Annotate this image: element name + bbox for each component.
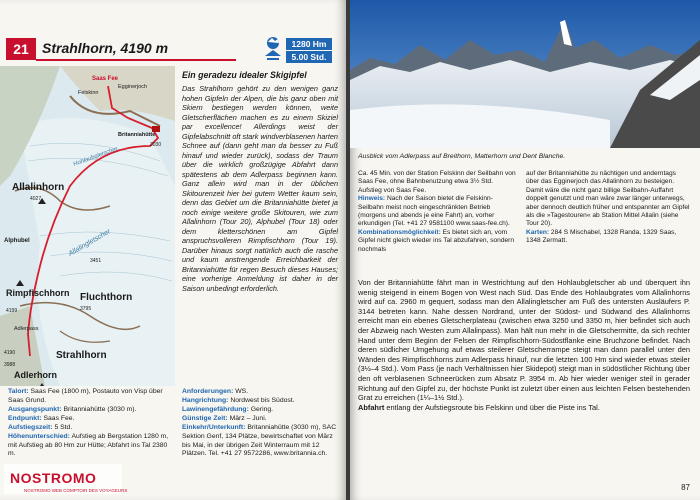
info-karten: Karten: 284 S Mischabel, 1328 Randa, 1329 Saas, 1348 Zermatt.	[526, 228, 677, 245]
map-label-britanniahuette: Britanniahütte	[118, 132, 156, 138]
watermark-subtext: NOSTROMO WEB COMPTOIR DES VOYAGEURS	[24, 488, 128, 493]
route-descent: Abfahrt entlang der Aufstiegsroute bis Felskinn und über die Piste ins Tal.	[358, 402, 600, 412]
map-label-3988: 3988	[4, 362, 16, 368]
intro-section	[182, 70, 338, 293]
map-label-allalingletscher: Allalingletscher	[67, 228, 112, 258]
info-hinweis: Hinweis: Nach der Saison bietet die Felskinn-Seilbahn meist noch eingeschränkten Betrieb (morgens und abends je eine Fahrt) an, vorher erkundigen (Tel. +41 27 9581100 www.saas-fee.ch).	[358, 195, 510, 228]
map-label-4199: 4199	[6, 308, 18, 314]
left-page	[0, 0, 346, 500]
mountain-photo	[350, 0, 700, 148]
facts-left	[8, 388, 174, 459]
tour-number: 21	[6, 38, 36, 60]
map-label-felskinn: Felskinn	[78, 90, 99, 96]
map-label-3795: 3795	[80, 306, 92, 312]
watermark-text: NOSTROMO	[10, 470, 97, 486]
fact-anforderungen: Anforderungen: WS.	[182, 388, 249, 395]
fact-lawinengefaehrdung: Lawinengefährdung: Gering.	[182, 406, 274, 414]
info-continuation: auf der Britanniahütte zu nächtigen und anderntags über das Egginerjoch das Allalinhorn zu besteigen. Damit wäre die nicht ganz billige Seilbahn-Auffahrt doppelt genutzt und man wäre zwar länger unterwegs, aber dennoch deutlich früher und entspannter am Gipfel als die »Tagestouren« ab Station Mittel Allalin (siehe Tour 20).	[526, 170, 690, 228]
watermark-logo	[4, 460, 128, 496]
fact-hoehenunterschied: Höhenunterschied: Aufstieg ab Bergstation 1280 m, mit Aufstieg ab 80 Hm zur Hütte; Abfahrt ins Tal 2380 m.	[8, 432, 169, 458]
page-number: 87	[681, 483, 690, 492]
map-label-saas-fee: Saas Fee	[92, 76, 119, 82]
map-label-rimpfischhorn: Rimpfischhorn	[6, 288, 70, 298]
map-label-egginerjoch: Egginerjoch	[118, 84, 148, 90]
photo-caption: Ausblick vom Adlerpass auf Breithorn, Matterhorn und Dent Blanche.	[358, 153, 566, 160]
info-approach: Ca. 45 Min. von der Station Felskinn der Seilbahn von Saas Fee, ohne Bahnbenutzung etwa 3½ Std. Aufstieg von Saas Fee.	[358, 170, 516, 194]
fact-hangrichtung: Hangrichtung: Nordwest bis Südost.	[182, 397, 295, 405]
fact-ausgangspunkt: Ausgangspunkt: Britanniahütte (3030 m).	[8, 405, 137, 413]
info-kombination: Kombinationsmöglichkeit: Es bietet sich an, vom Gipfel nicht gleich wieder ins Tal abzufahren, sondern nochmals	[358, 228, 515, 253]
fact-einkehr: Einkehr/Unterkunft: Britanniahütte (3030 m), SAC Sektion Genf, 134 Plätze, bewirtschaftet von März bis Mai, in der übrigen Zeit Winterraum mit 12 Plätzen. Tel. +41 27 9572286, www.britannia.ch.	[182, 424, 337, 458]
route-description	[358, 278, 690, 412]
duration-badge: 5.00 Std.	[286, 51, 332, 63]
info-left	[358, 170, 518, 254]
facts-right	[182, 388, 338, 459]
right-page	[350, 0, 700, 500]
route-map	[0, 66, 175, 386]
intro-text: Das Strahlhorn gehört zu den wenigen ganz hohen Gipfeln der Alpen, die bis ganz oben mit Skiern bestiegen werden können, weite Gletscherflächen machen es zu einem Skiziel par excellence! Allerdings weist der Gipfelabschnitt oft stark windverblasenen harten Schnee auf (dann geht man da besser zu Fuß hinauf und wieder zurück), sodass der Traum über die wirklich großzügige Abfahrt dann spätestens ab dem Adlerpass beginnen kann. Ganz allein wird man in der üblichen Skitourenzeit hier bei gutem Wetter kaum sein, denn das Gebiet um die Britanniahütte bietet ja noch einige weitere große Skitouren, wie zum Allalinhorn (Tour 20), Alphubel (Tour 18) oder dem kletterschönen am Gipfel anspruchsvolleren Rimpfischhorn (Tour 19). Darüber hinaus sorgt natürlich auch die rasche und kaum anstrengende Erreichbarkeit der Britanniahütte für regen Besuch dieses Hauses; eine vorherige Anmeldung ist daher in der Saison unbedingt erforderlich.	[182, 84, 338, 293]
map-label-3030: 3030	[150, 142, 162, 148]
map-label-hohlaubgletscher: Hohlaubgletscher	[72, 146, 119, 168]
difficulty-badge-icon	[262, 34, 284, 62]
map-label-alphubel: Alphubel	[4, 238, 30, 244]
fact-endpunkt: Endpunkt: Saas Fee.	[8, 414, 75, 422]
map-label-adlerhorn: Adlerhorn	[14, 370, 58, 380]
fact-guenstige-zeit: Günstige Zeit: März – Juni.	[182, 415, 267, 423]
map-label-4027: 4027	[30, 196, 42, 202]
fact-talort: Talort: Saas Fee (1800 m), Postauto von Visp über Saas Grund.	[8, 388, 163, 404]
fact-aufstiegszeit: Aufstiegszeit: 5 Std.	[8, 423, 73, 431]
map-label-strahlhorn: Strahlhorn	[56, 350, 107, 361]
map-label-3451: 3451	[90, 258, 102, 264]
altitude-badge: 1280 Hm	[286, 38, 332, 50]
tour-title: Strahlhorn, 4190 m	[42, 40, 169, 56]
map-label-4190: 4190	[4, 350, 16, 356]
info-right	[526, 170, 690, 246]
map-label-fluchthorn: Fluchthorn	[80, 292, 133, 303]
map-label-allalinhorn: Allalinhorn	[12, 182, 65, 193]
intro-heading: Ein geradezu idealer Skigipfel	[182, 70, 307, 80]
header-rule	[36, 59, 236, 61]
map-label-adlerpass: Adlerpass	[14, 326, 39, 332]
route-text: Von der Britanniahütte fährt man in Westrichtung auf den Hohlaubgletscher ab und überquert ihn wenig steigend in einem Bogen von West nach Süd. Das Ende des Hohlaubgrates vom Allalinhorns wird auf ca. 2960 m gequert, sodass man den Allalingletscher am Fuß des untersten Ausläufers P. 3144 betreten kann. Nahe dessen Nordrand, unter der Südost- und Südwand des Allalinhorns erreicht man ein ebenes Gletscherplateau (zwischen etwa 3250 und 3350 m, hier befindet sich auch der Abzweig nach Westen zum Allalinpass). Man hält nun mehr in die Gletschermitte, da sich rechter Hand unter dem Beginn der Felsen der Rimpfischhorn-Südostflanke eine Bruchzone befindet. Nach deren südlicher Umgehung auf etwas steilerer Gletscherrampe steigt man dann parallel unter den Wänden des Rimpfischhorns zum Adlerpass hinauf, nur die letzten 100 Hm sind wieder etwas steiler (3½–4 Std.). Vom Pass (je nach Verhältnissen hier Skidepot) steigt man in südöstlicher Richtung über den oft verblasenen Schneerücken zum Absatz P. 3954 m. Ab hier wieder weniger steil in gerader Richtung auf den Gipfel zu, der höchste Punkt ist zuletzt über einen aus leichten Felsen bestehenden Grat zu erreichen (1¼–1½ Std.).	[358, 278, 690, 403]
